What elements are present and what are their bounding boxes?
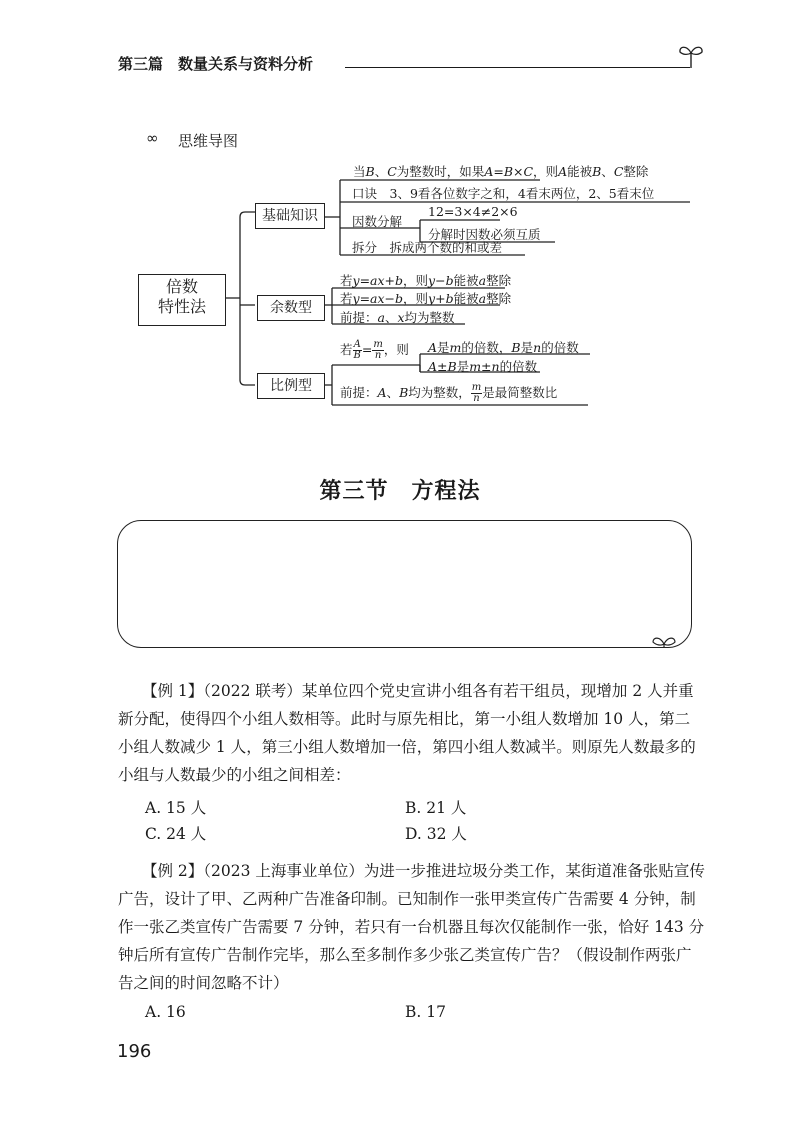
ratio-condition: 若 $\frac{A}{B}$ = $\frac{m}{n}$ ，则 (340, 339, 409, 361)
summary-box (117, 520, 692, 648)
mindmap-root: 倍数 特性法 (138, 274, 226, 326)
basic-item-factorization: 因数分解 (352, 214, 403, 229)
example-1-option-c[interactable]: C. 24 人 (145, 825, 207, 843)
node-ratio-type: 比例型 (257, 373, 325, 399)
example-1-option-a[interactable]: A. 15 人 (145, 799, 207, 817)
example-2: 【例 2】（2023 上海事业单位）为进一步推进垃圾分类工作，某街道准备张贴宣传 广告，设计了甲、乙两种广告准备印制。已知制作一张甲类宣传广告需要 4 分钟，制 作一张乙类宣传广告需要 7 分钟，若只有一台机器且每次仅能制作一张，恰好 143 分 钟后所有宣传广告制作完毕，那么至多制作多少张乙类宣传广告？（假设制作两张广 告之间的时间忽略不计） (118, 862, 705, 992)
example-1-option-d[interactable]: D. 32 人 (405, 825, 467, 843)
example-2-option-a[interactable]: A. 16 (145, 1003, 186, 1021)
example-1-option-b[interactable]: B. 21 人 (405, 799, 467, 817)
mindmap-heading: 思维导图 (178, 132, 239, 150)
remainder-item-plus: 若y=ax+b，则y−b能被a整除 (340, 273, 512, 288)
ratio-item-multiples: A是m的倍数，B是n的倍数 (428, 340, 579, 355)
remainder-item-premise: 前提：a、x均为整数 (340, 310, 455, 325)
remainder-item-minus: 若y=ax−b，则y+b能被a整除 (340, 291, 512, 306)
factorization-example: 12=3×4≠2×6 (428, 204, 518, 219)
example-1-tag: 【例 1】 (142, 682, 204, 700)
example-2-tag: 【例 2】 (142, 862, 204, 880)
header-part: 第三篇 (118, 55, 164, 73)
example-2-option-b[interactable]: B. 17 (405, 1003, 446, 1021)
header-title: 数量关系与资料分析 (178, 55, 314, 73)
mindmap-icon: ∞ (146, 129, 159, 147)
basic-item-divisibility: 当B、C为整数时，如果A=B×C，则A能被B、C整除 (353, 164, 649, 179)
leaf-icon (650, 632, 678, 650)
page-number: 196 (117, 1041, 152, 1062)
example-1: 【例 1】（2022 联考）某单位四个党史宣讲小组各有若干组员，现增加 2 人并重 新分配，使得四个小组人数相等。此时与原先相比，第一小组人数增加 10 人，第二 小组人数减少 1 人，第三小组人数增加一倍，第四小组人数减半。则原先人数最多的 小组与人数最少的小组之间相差： (118, 682, 696, 784)
node-remainder-type: 余数型 (257, 295, 325, 321)
ratio-item-sum-diff: A±B是m±n的倍数 (428, 359, 538, 374)
section-title: 第三节 方程法 (319, 478, 481, 504)
basic-item-mnemonic: 口诀 3、9看各位数字之和，4看末两位，2、5看末位 (352, 186, 655, 201)
ratio-item-premise: 前提：A、B均为整数， $\frac{m}{n}$ 是最简整数比 (340, 382, 558, 404)
factorization-rule: 分解时因数必须互质 (428, 227, 541, 242)
node-basic-knowledge: 基础知识 (255, 203, 325, 229)
basic-item-split: 拆分 拆成两个数的和或差 (352, 240, 503, 255)
